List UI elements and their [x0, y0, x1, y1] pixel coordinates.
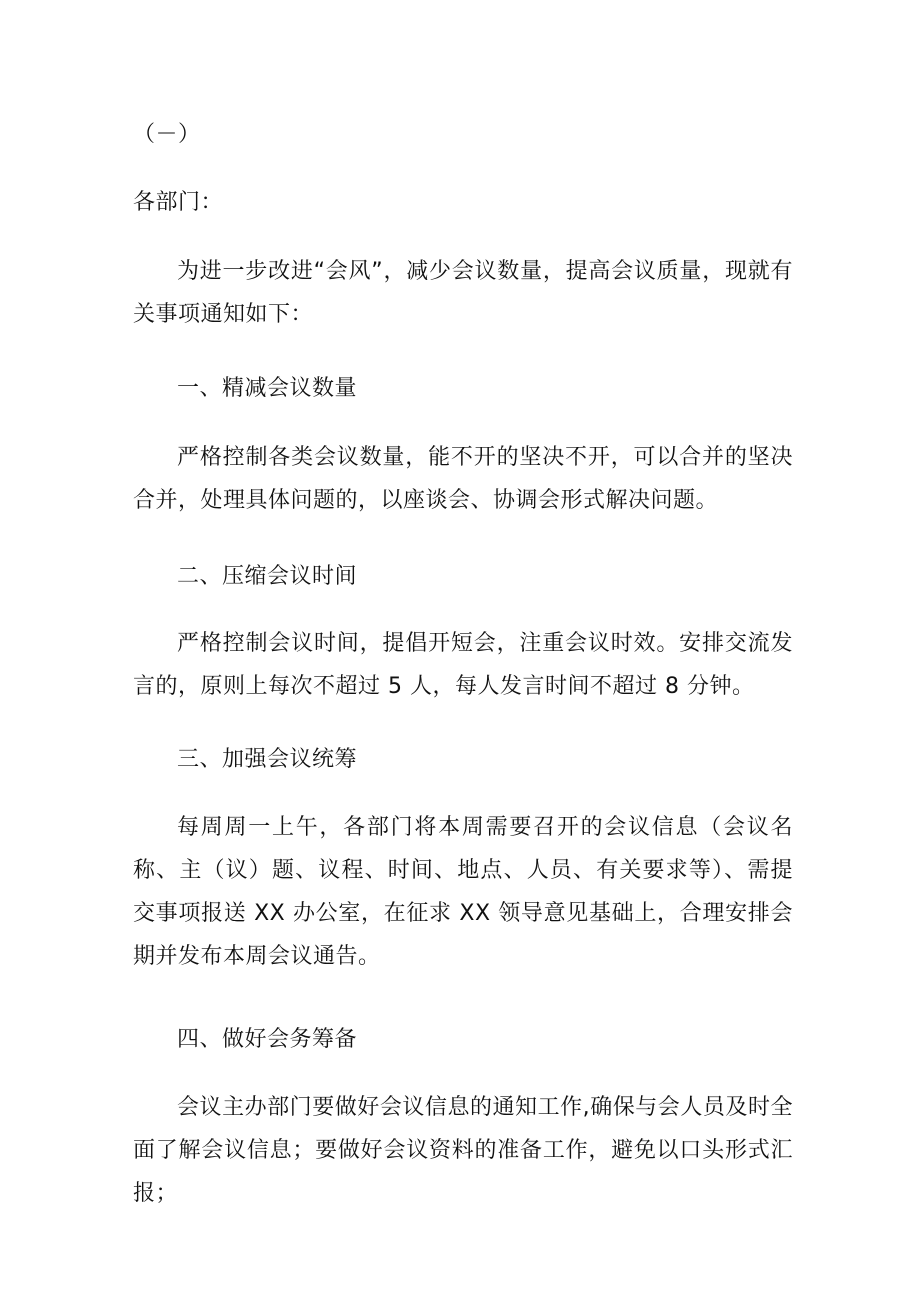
- section-1-heading: 一、精减会议数量: [177, 376, 358, 401]
- intro-paragraph: 为进一步改进“会风”，减少会议数量，提高会议质量，现就有关事项通知如下：: [133, 259, 794, 327]
- section-2-heading: 二、压缩会议时间: [177, 564, 358, 589]
- section-3-heading: 三、加强会议统筹: [177, 747, 358, 772]
- section-4-body: 会议主办部门要做好会议信息的通知工作,确保与会人员及时全面了解会议信息；要做好会议资料的准备工作，避免以口头形式汇报；: [133, 1095, 793, 1206]
- salutation: 各部门：: [133, 190, 224, 215]
- section-4-heading: 四、做好会务筹备: [177, 1027, 358, 1052]
- document-label: （－）: [133, 122, 201, 147]
- section-2-body: 严格控制会议时间，提倡开短会，注重会议时效。安排交流发言的，原则上每次不超过 5 人，每人发言时间不超过 8 分钟。: [133, 631, 793, 699]
- section-3-body: 每周周一上午，各部门将本周需要召开的会议信息（会议名称、主（议）题、议程、时间、地点、人员、有关要求等）、需提交事项报送 XX 办公室，在征求 XX 领导意见基础上，合理安排会期并发布本周会议通告。: [133, 815, 793, 969]
- section-1-body: 严格控制各类会议数量，能不开的坚决不开，可以合并的坚决合并，处理具体问题的，以座谈会、协调会形式解决问题。: [133, 445, 793, 513]
